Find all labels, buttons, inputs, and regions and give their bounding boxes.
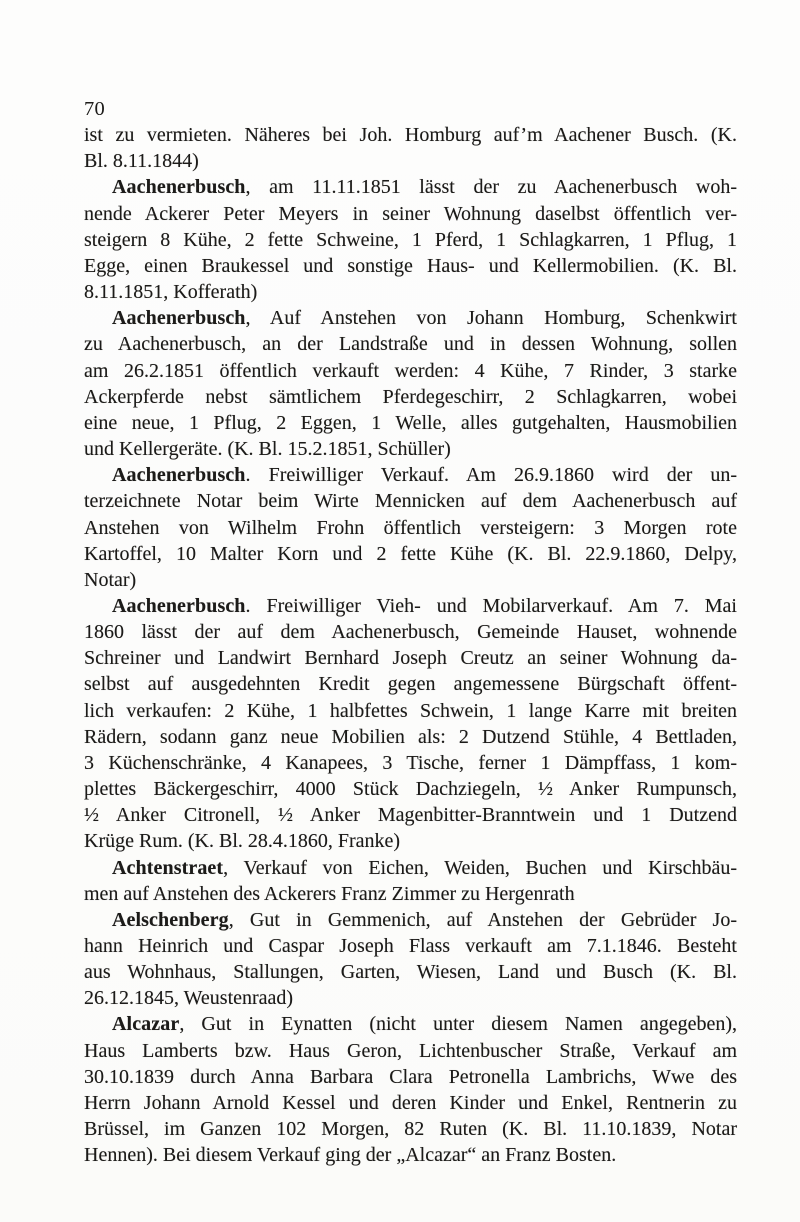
entry-headword: Alcazar — [112, 1013, 180, 1036]
entry-headword: Aachenerbusch — [112, 176, 246, 199]
text-line: Aachenerbusch. Freiwilliger Verkauf. Am 26.9.1860 wird der un- — [112, 464, 737, 487]
text-line: Krüge Rum. (K. Bl. 28.4.1860, Franke) — [84, 830, 401, 853]
text-line: nende Ackerer Peter Meyers in seiner Wohnung daselbst öffentlich ver- — [84, 202, 737, 225]
entry-headword: Achtenstraet — [112, 856, 224, 879]
text-line: Aachenerbusch. Freiwilliger Vieh- und Mobilarverkauf. Am 7. Mai — [112, 594, 737, 617]
text-line: ½ Anker Citronell, ½ Anker Magenbitter-Branntwein und 1 Dutzend — [84, 804, 737, 827]
text-line: Herrn Johann Arnold Kessel und deren Kinder und Enkel, Rentnerin zu — [84, 1091, 737, 1114]
text-line: Aachenerbusch, am 11.11.1851 lässt der zu Aachenerbusch woh- — [112, 176, 737, 199]
text-line: Egge, einen Braukessel und sonstige Haus- und Kellermobilien. (K. Bl. — [84, 254, 737, 277]
text-line: 3 Küchenschränke, 4 Kanapees, 3 Tische, ferner 1 Dämpffass, 1 kom- — [84, 751, 737, 774]
text-line: Aelschenberg, Gut in Gemmenich, auf Anstehen der Gebrüder Jo- — [112, 908, 737, 931]
text-line: am 26.2.1851 öffentlich verkauft werden: 4 Kühe, 7 Rinder, 3 starke — [84, 359, 737, 382]
text-line: eine neue, 1 Pflug, 2 Eggen, 1 Welle, alles gutgehalten, Hausmobilien — [84, 411, 737, 434]
text-line: Anstehen von Wilhelm Frohn öffentlich versteigern: 3 Morgen rote — [84, 516, 737, 539]
text-column — [84, 122, 737, 1168]
text-line: Schreiner und Landwirt Bernhard Joseph Creutz an seiner Wohnung da- — [84, 647, 737, 670]
text-line: Ackerpferde nebst sämtlichem Pferdegeschirr, 2 Schlagkarren, wobei — [84, 385, 737, 408]
paragraph — [84, 174, 737, 305]
text-line: 30.10.1839 durch Anna Barbara Clara Petronella Lambrichs, Wwe des — [84, 1065, 737, 1088]
text-line: lich verkaufen: 2 Kühe, 1 halbfettes Schwein, 1 lange Karre mit breiten — [84, 699, 737, 722]
text-line: plettes Bäckergeschirr, 4000 Stück Dachziegeln, ½ Anker Rumpunsch, — [84, 778, 737, 801]
text-line: 8.11.1851, Kofferath) — [84, 281, 258, 304]
text-line: hann Heinrich und Caspar Joseph Flass verkauft am 7.1.1846. Besteht — [84, 935, 737, 957]
text-line: Kartoffel, 10 Malter Korn und 2 fette Kühe (K. Bl. 22.9.1860, Delpy, — [84, 542, 737, 565]
entry-headword: Aelschenberg — [112, 908, 229, 931]
text-line: Alcazar, Gut in Eynatten (nicht unter diesem Namen angegeben), — [112, 1013, 737, 1036]
paragraph — [84, 1011, 737, 1168]
book-page — [84, 96, 737, 1168]
text-line: ist zu vermieten. Näheres bei Joh. Homburg auf’m Aachener Busch. (K. — [84, 124, 737, 147]
text-line: selbst auf ausgedehnten Kredit gegen angemessene Bürgschaft öffent- — [84, 673, 737, 696]
text-line: Achtenstraet, Verkauf von Eichen, Weiden, Buchen und Kirschbäu- — [112, 856, 737, 879]
entry-headword: Aachenerbusch — [112, 594, 246, 617]
paragraph — [84, 907, 737, 1012]
paragraph — [84, 122, 737, 174]
paragraph — [84, 855, 737, 907]
text-line: Notar) — [84, 568, 137, 591]
text-line: 1860 lässt der auf dem Aachenerbusch, Gemeinde Hauset, wohnende — [84, 621, 737, 644]
text-line: aus Wohnhaus, Stallungen, Garten, Wiesen, Land und Busch (K. Bl. — [84, 961, 737, 984]
text-line: Aachenerbusch, Auf Anstehen von Johann Homburg, Schenkwirt — [112, 307, 737, 330]
text-line: 26.12.1845, Weustenraad) — [84, 987, 294, 1010]
text-line: Bl. 8.11.1844) — [84, 150, 199, 173]
entry-headword: Aachenerbusch — [112, 464, 246, 487]
paragraph — [84, 593, 737, 855]
text-line: Brüssel, im Ganzen 102 Morgen, 82 Ruten (K. Bl. 11.10.1839, Notar — [84, 1118, 737, 1141]
paragraph — [84, 462, 737, 593]
text-line: steigern 8 Kühe, 2 fette Schweine, 1 Pferd, 1 Schlagkarren, 1 Pflug, 1 — [84, 228, 737, 251]
text-line: Hennen). Bei diesem Verkauf ging der „Alcazar“ an Franz Bosten. — [84, 1144, 617, 1167]
page-number: 70 — [84, 98, 105, 120]
paragraph — [84, 305, 737, 462]
entry-headword: Aachenerbusch — [112, 307, 246, 330]
text-line: und Kellergeräte. (K. Bl. 15.2.1851, Schüller) — [84, 438, 451, 461]
text-line: men auf Anstehen des Ackerers Franz Zimmer zu Hergenrath — [84, 882, 575, 905]
text-line: terzeichnete Notar beim Wirte Mennicken auf dem Aachenerbusch auf — [84, 490, 737, 513]
text-line: zu Aachenerbusch, an der Landstraße und in dessen Wohnung, sollen — [84, 333, 737, 356]
text-line: Rädern, sodann ganz neue Mobilien als: 2 Dutzend Stühle, 4 Bettladen, — [84, 725, 737, 748]
text-line: Haus Lamberts bzw. Haus Geron, Lichtenbuscher Straße, Verkauf am — [84, 1039, 737, 1062]
